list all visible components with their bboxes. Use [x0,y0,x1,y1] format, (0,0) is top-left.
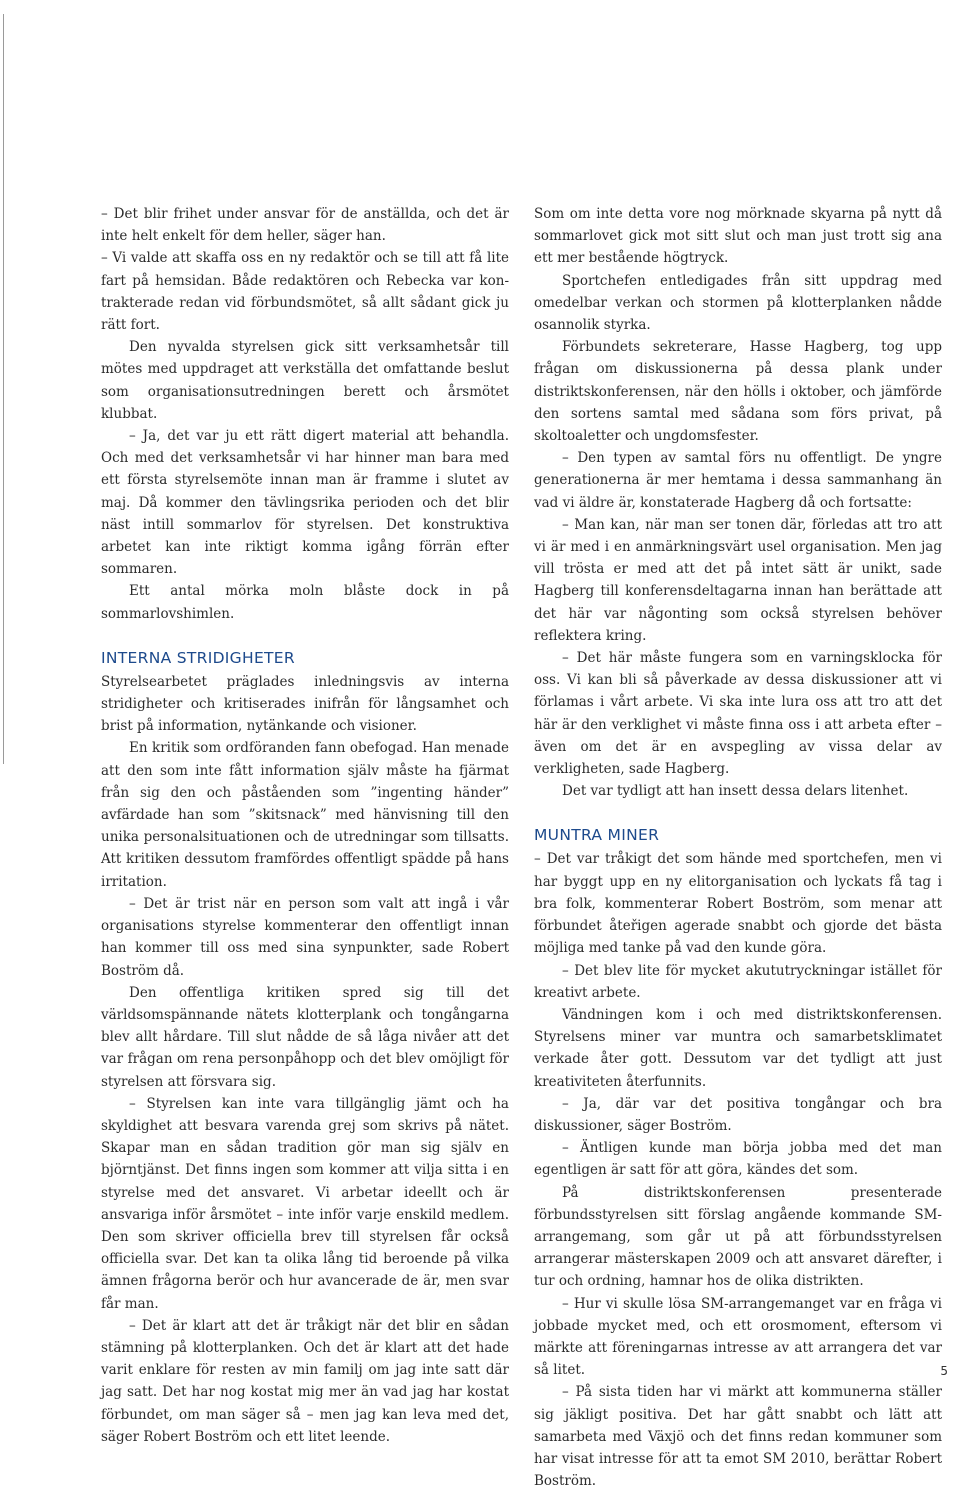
left-column [101,203,509,1448]
paragraph: – Det här måste fungera som en varningsklocka för oss. Vi kan bli så påverkade av dessa diskussioner att vi förlamas i vårt arbete. Vi ska inte lura oss att tro att det här är den verklighet vi måste finna oss i att arbeta efter – även om det är en avspegling av vissa delar av verkligheten, sade Hagberg. [534,650,942,778]
paragraph: – Man kan, när man ser tonen där, förledas att tro att vi är med i en anmärkningsvärt usel organisation. Men jag vill trösta er med att det på intet sätt är unikt, sade Hagberg till konferensdeltagarna innan han berättade att det här var någonting som också styrelsen behöver reflektera kring. [534,516,942,644]
section-heading-interna-stridigheter: INTERNA STRIDIGHETER [101,648,295,667]
paragraph: – Ja, det var ju ett rätt digert material att behandla. Och med det verksamhetsår vi har hinner man bara med ett första styrelsemöte innan man är framme i slutet av maj. Då kommer den tävlingsrika perioden och det blir näst intill sommarlov för styrelsen. Det konstruktiva arbetet kan inte riktigt komma igång förrän efter sommaren. [101,428,509,578]
paragraph: – Ja, där var det positiva tongångar och bra diskussioner, säger Boström. [534,1095,942,1134]
paragraph: – Hur vi skulle lösa SM-arrangemanget var en fråga vi jobbade mycket med, och ett orosmoment, eftersom vi märkte att föreningarnas intresse av att arrangera det var så litet. [534,1295,942,1379]
section-heading-muntra-miner: MUNTRA MINER [534,826,660,845]
page-number: 5 [940,1364,948,1378]
paragraph: – Det blev lite för mycket akututryckningar istället för kreativt arbete. [534,962,942,1001]
paragraph: – Styrelsen kan inte vara tillgänglig jämt och ha skyldighet att besvara varenda grej som skrivs på nätet. Skapar man en sådan tradition gör man sig själv en björntjänst. Det finns ingen som kommer att vilja sitta i en styrelse med det ansvaret. Vi arbetar ideellt och är ansvariga inför årsmötet – inte inför varje enskild medlem. Den som skriver officiella brev till styrelsen får också officiella svar. Det kan ta olika lång tid beroende på vilka ämnen frågorna berör och hur avancerade de är, men svar får man. [101,1095,509,1312]
paragraph: Vändningen kom i och med distriktskonferensen. Styrelsens miner var muntra och samarbetsklimatet verkade åter gott. Dessutom var det tydligt att just kreativiteten återfunnits. [534,1006,942,1090]
paragraph: Den nyvalda styrelsen gick sitt verksamhetsår till mötes med uppdraget att verkställa det omfattande beslut som organisationsutredningen berett och årsmötet klubbat. [101,339,509,422]
paragraph: Som om inte detta vore nog mörknade skyarna på nytt då sommarlovet gick mot sitt slut och man just trott sig ana ett mer bestående högtryck. [534,206,942,267]
paragraph: Förbundets sekreterare, Hasse Hagberg, tog upp frågan om diskussionerna på dessa plank under distriktskonferensen, när den hölls i oktober, och jämförde den sortens samtal med sådana som förs privat, på skoltoaletter och ungdomsfester. [534,339,942,445]
paragraph: Styrelsearbetet präglades inledningsvis av interna stridigheter och kritiserades inifrån för långsamhet och brist på information, nytänkande och visioner. [101,673,509,735]
paragraph: – På sista tiden har vi märkt att kommunerna ställer sig jäkligt positiva. Det har gått snabbt och lätt att samarbeta med Växjö och det finns redan kommuner som har visat intresse för att ta emot SM 2010, berättar Robert Boström. [534,1384,942,1490]
paragraph: En kritik som ordföranden fann obefogad. Han menade att den som inte fått information själv måste ha fjärmat från sig den och påståenden som ”ingenting händer” avfärdade han som ”skitsnack” med hänvisning till den unika personalsituationen och de utredningar som tillsatts. Att kritiken dessutom framfördes offentligt spädde på hans irritation. [101,740,509,890]
margin-rule [3,14,4,764]
paragraph: – Vi valde att skaffa oss en ny redaktör och se till att få lite fart på hemsidan. Både redaktören och Rebecka var kontrakterade redan vid förbundsmötet, så allt sådant gick ju rätt fort. [101,250,509,334]
paragraph: – Det blir frihet under ansvar för de anställda, och det är inte helt enkelt för dem heller, säger han. [101,206,509,245]
paragraph: – Det är klart att det är tråkigt när det blir en sådan stämning på klotterplanken. Och det är klart att det hade varit enklare för resten av min familj om jag inte satt där jag satt. Det har nog kostat mig mer än vad jag har kostat förbundet, om man säger så – men jag kan leva med det, säger Robert Boström och ett litet leende. [101,1317,509,1445]
paragraph: – Det är trist när en person som valt att ingå i vår organisations styrelse kommenterar den offentligt innan han kommer till oss med sina synpunkter, sade Robert Boström då. [101,895,509,979]
paragraph: – Äntligen kunde man börja jobba med det man egentligen är satt för att göra, kändes det som. [534,1140,942,1179]
paragraph: – Den typen av samtal förs nu offentligt. De yngre generationerna är mer hemtama i dessa sammanhang än vad vi äldre är, konstaterade Hagberg då och fortsatte: [534,450,942,511]
paragraph: Det var tydligt att han insett dessa delars litenhet. [562,783,909,800]
paragraph: På distriktskonferensen presenterade förbundsstyrelsen sitt förslag angående kommande SM-arrangemang, som går ut på att förbundsstyrelsen arrangerar mästerskapen 2009 och att ansvaret därefter, i tur och ordning, hamnar hos de olika distrikten. [534,1184,942,1290]
paragraph: Sportchefen entledigades från sitt uppdrag med omedelbar verkan och stormen på klotterplanken nådde osannolik styrka. [534,272,942,334]
paragraph: – Det var tråkigt det som hände med sportchefen, men vi har byggt upp en ny elitorganisation och lyckats få tag i bra folk, kommenterar Robert Boström, som menar att förbundet åteřigen agerade snabbt och gjorde det bästa möjliga med tanke på vad den kunde göra. [534,851,942,957]
paragraph: Den offentliga kritiken spred sig till det världsomspännande nätets klotterplank och tongångarna blev allt hårdare. Till slut nådde de så låga nivåer att det var frågan om rena personpåhopp och det blev omöjligt för styrelsen att försvara sig. [101,984,509,1090]
right-column [534,203,942,1492]
paragraph: Ett antal mörka moln blåste dock in på sommarlovshimlen. [101,583,509,622]
